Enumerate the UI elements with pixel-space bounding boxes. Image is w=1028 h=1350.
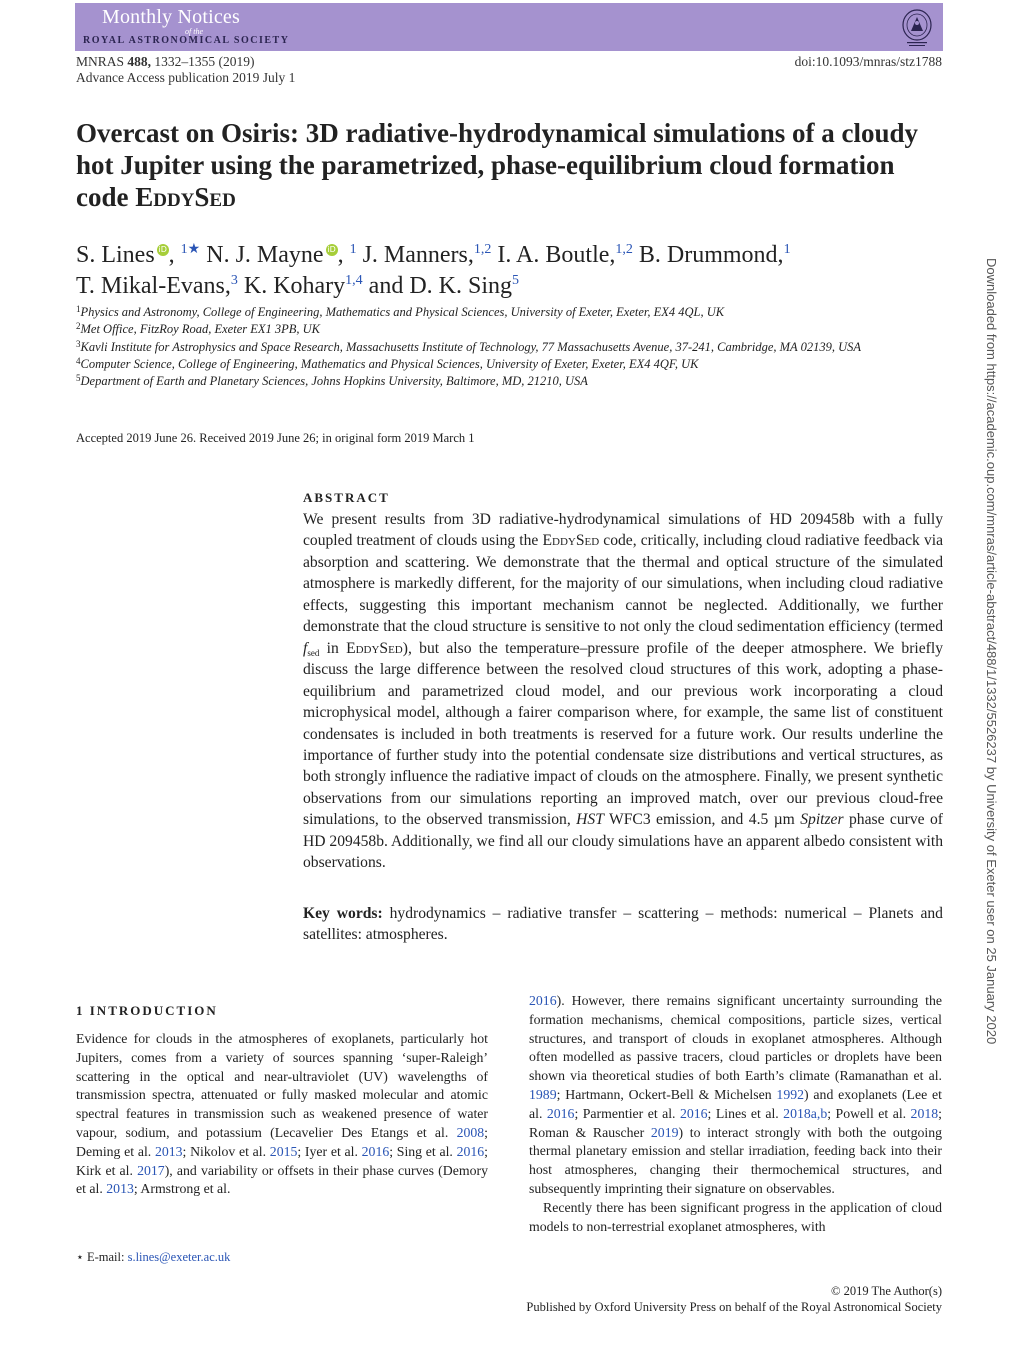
author-affil-ref[interactable]: 5 [512, 273, 520, 288]
abstract-hst: HST [576, 811, 604, 829]
author-name: K. Kohary [243, 273, 346, 299]
intro-paragraph [76, 1030, 488, 1199]
intro-text: ; Kirk et al. [76, 1143, 489, 1178]
affiliation-num: 2 [76, 321, 81, 332]
author [76, 273, 238, 299]
intro-text: ) and exoplanets (Lee et al. [529, 1086, 942, 1121]
received-dates: Accepted 2019 June 26. Received 2019 June 26; in original form 2019 March 1 [76, 431, 475, 445]
paper-title [76, 117, 946, 213]
author [369, 273, 519, 299]
intro-text: ; Lines et al. [707, 1105, 784, 1121]
author-name: and D. K. Sing [368, 273, 513, 299]
journal-banner [75, 3, 943, 51]
affiliation [76, 373, 956, 390]
doi[interactable]: doi:10.1093/mnras/stz1788 [794, 54, 942, 69]
intro-text: ). However, there remains significant uncertainty surrounding the formation mechanisms, chemical compositions, particle sizes, vertical structures, and transport of clouds in exoplanet atmospheres. Although often modelled as passive tracers, cloud particles or droplets have been shown via theoretical studies of both Earth’s climate (Ramanathan et al. [529, 993, 942, 1084]
author [639, 242, 791, 268]
fsed-symbol: f [303, 639, 308, 657]
journal-of: of the [185, 27, 203, 36]
affiliation-text: Computer Science, College of Engineering, Mathematics and Physical Sciences, University of Exeter, Exeter, EX4 4QF, UK [80, 356, 699, 371]
citation-prefix: MNRAS [76, 54, 128, 69]
footnote-star: ⋆ [76, 1250, 84, 1264]
citation-link[interactable]: 2019 [650, 1124, 679, 1140]
intro-text: ; Iyer et al. [297, 1143, 362, 1159]
author-affil-ref[interactable]: 1,2 [473, 242, 492, 257]
fsed-subscript: sed [307, 647, 320, 658]
intro-text: ; Parmentier et al. [574, 1105, 680, 1121]
intro-text: ; Deming et al. [76, 1124, 488, 1159]
author [497, 242, 633, 268]
intro-text: Evidence for clouds in the atmospheres of exoplanets, particularly hot Jupiters, comes from a variety of sources spanning ‘super-Raleigh’ scattering in the optical and near-ultraviolet (UV) wavelengths of transmission spectra, attenuated or fully masked molecular and atomic spectral features in transmission such as weakened presence of water vapour, sodium, and potassium (Lecavelier Des Etangs et al. [76, 1031, 488, 1140]
orcid-icon[interactable]: iD [158, 245, 167, 254]
publisher-line: Published by Oxford University Press on behalf of the Royal Astronomical Society [526, 1300, 942, 1314]
orcid-icon[interactable]: iD [327, 245, 336, 254]
author-name: T. Mikal-Evans, [76, 273, 231, 299]
author-sep: , [168, 242, 181, 268]
affiliation-text: Met Office, FitzRoy Road, Exeter EX1 3PB, UK [80, 322, 321, 337]
author [363, 242, 492, 268]
affiliation-text: Department of Earth and Planetary Sciences, Johns Hopkins University, Baltimore, MD, 21210, USA [80, 374, 588, 389]
intro-text: ; Armstrong et al. [133, 1181, 231, 1197]
citation-volume: 488, [127, 54, 152, 69]
download-note[interactable]: Downloaded from https://academic.oup.com/mnras/article-abstract/488/1/1332/5526237 by University of Exeter user on 25 January 2020 [984, 258, 999, 1045]
section-heading-introduction: 1 INTRODUCTION [76, 1003, 218, 1018]
journal-society: ROYAL ASTRONOMICAL SOCIETY [83, 35, 290, 46]
citation-link[interactable]: 2016 [361, 1143, 390, 1159]
email-link[interactable]: s.lines@exeter.ac.uk [127, 1250, 231, 1264]
title-code-name: EddySed [135, 182, 236, 212]
intro-left-column [76, 1030, 488, 1199]
abstract-text-part: We present results from 3D radiative-hydrodynamical simulations of HD 209458b with a fully coupled treatment of clouds using the [303, 511, 943, 550]
author-name: I. A. Boutle, [497, 242, 616, 268]
abstract-spitzer: Spitzer [800, 811, 844, 829]
author-list [76, 240, 956, 302]
intro-text: ; Roman & Rauscher [529, 1105, 942, 1140]
citation-link[interactable]: 2018a,b [783, 1105, 828, 1121]
author-name: N. J. Mayne [206, 242, 324, 268]
abstract-text-part: WFC3 emission, and 4.5 µm [603, 811, 801, 829]
citation-link[interactable]: 1992 [776, 1086, 805, 1102]
author-affil-ref[interactable]: 1★ [180, 242, 201, 257]
author-affil-ref[interactable]: 3 [230, 273, 238, 288]
abstract-text-part: code, critically, including cloud radiative feedback via absorption and scattering. We demonstrate that the thermal and optical structure of the simulated atmosphere is markedly different, for the majority of our simulations, when including cloud radiative effects, suggesting this important mechanism cannot be neglected. Additionally, we further demonstrate that the cloud structure is sensitive to not only the cloud sedimentation efficiency (termed [303, 532, 943, 636]
abstract-code-name: EddySed [346, 639, 403, 657]
citation-pages: 1332–1355 (2019) [151, 54, 255, 69]
author-name: S. Lines [76, 242, 155, 268]
affiliation-num: 3 [76, 338, 81, 349]
intro-text: ), and variability or offsets in their phase curves (Demory et al. [76, 1162, 488, 1197]
keywords [303, 903, 943, 946]
keywords-label: Key words: [303, 905, 383, 922]
abstract-text-part: ), but also the temperature–pressure profile of the deeper atmosphere. We briefly discuss the large difference between the resolved cloud structures of this work, adopting a phase-equilibrium and parametrized cloud model, and our previous work incorporating a cloud microphysical model, although a fairer comparison where, for example, the same list of constituent condensates is included in both treatments is reserved for a future work. Our results underline the importance of further study into the potential condensate size distributions and vertical structures, as both strongly influence the radiative impact of clouds on the atmosphere. Finally, we present synthetic observations from our simulations reporting an improved match, over our previous cloud-free simulations, to the observed transmission, [303, 639, 943, 829]
intro-right-column [529, 992, 942, 1236]
affiliation [76, 304, 956, 321]
citation-link[interactable]: 2013 [106, 1181, 134, 1197]
author [76, 242, 200, 268]
author [206, 242, 356, 268]
author-name: B. Drummond, [638, 242, 784, 268]
citation-link[interactable]: 1989 [529, 1086, 557, 1102]
affiliations [76, 304, 956, 390]
intro-text: ; Sing et al. [389, 1143, 457, 1159]
ras-seal-icon [899, 7, 935, 49]
affiliation-text: Kavli Institute for Astrophysics and Space Research, Massachusetts Institute of Technology, 77 Massachusetts Avenue, 37-241, Cambridge, MA 02139, USA [80, 339, 861, 354]
affiliation-num: 5 [76, 373, 81, 384]
citation-link[interactable]: 2016 [529, 993, 557, 1008]
affiliation-num: 1 [76, 304, 81, 314]
citation-link[interactable]: 2017 [137, 1162, 165, 1178]
author-sep: , [337, 242, 350, 268]
citation-link[interactable]: 2013 [154, 1143, 183, 1159]
keywords-text: hydrodynamics – radiative transfer – scattering – methods: numerical – Planets and satellites: atmospheres. [303, 905, 943, 944]
citation-link[interactable]: 2016 [546, 1105, 575, 1121]
affiliation-text: Physics and Astronomy, College of Engineering, Mathematics and Physical Sciences, University of Exeter, Exeter, EX4 4QL, UK [80, 305, 725, 319]
abstract-text-part: in [319, 639, 347, 657]
advance-access: Advance Access publication 2019 July 1 [76, 70, 296, 85]
abstract-text-part: phase curve of HD 209458b. Additionally, we find all our cloudy simulations have an apparent albedo consistent with observations. [303, 811, 943, 872]
author-affil-ref[interactable]: 1,2 [615, 242, 633, 257]
intro-text: ; Hartmann, Ockert-Bell & Michelsen [556, 1086, 777, 1102]
footnote [76, 1249, 230, 1265]
affiliation-num: 4 [76, 355, 81, 366]
copyright: © 2019 The Author(s) [831, 1284, 942, 1298]
intro-text: ; Nikolov et al. [182, 1143, 270, 1159]
title-main: Overcast on Osiris: 3D radiative-hydrodynamical simulations of a cloudy hot Jupiter using the parametrized, phase-equilibrium cloud formation code [76, 118, 919, 212]
citation-line [76, 54, 255, 70]
author [244, 273, 363, 299]
affiliation [76, 356, 956, 373]
intro-paragraph: Recently there has been significant progress in the application of cloud models to non-terrestrial exoplanet atmospheres, with [529, 1199, 942, 1234]
citation-link[interactable]: 2016 [456, 1143, 485, 1159]
abstract-code-name: EddySed [542, 532, 600, 550]
affiliation [76, 321, 956, 338]
abstract-body [303, 509, 943, 874]
author-affil-ref[interactable]: 1,4 [345, 273, 363, 288]
author-affil-ref[interactable]: 1 [783, 242, 791, 257]
author-affil-ref[interactable]: 1 [349, 242, 357, 257]
citation-link[interactable]: 2015 [269, 1143, 298, 1159]
abstract-heading: ABSTRACT [303, 490, 390, 505]
journal-name: Monthly Notices [102, 6, 240, 28]
footnote-label: E-mail: [83, 1250, 128, 1264]
author-name: J. Manners, [362, 242, 474, 268]
intro-text: ) to interact strongly with both the outgoing thermal planetary emission and stellar irradiation, feeding back into their host atmospheres, changing their thermochemical structures, and subsequently imprinting their signature on observables. [529, 1124, 942, 1196]
citation-link[interactable]: 2018 [910, 1105, 939, 1121]
citation-link[interactable]: 2008 [456, 1124, 485, 1140]
intro-text: ; Powell et al. [827, 1105, 911, 1121]
intro-paragraph [529, 992, 942, 1199]
affiliation [76, 339, 956, 356]
citation-link[interactable]: 2016 [679, 1105, 708, 1121]
